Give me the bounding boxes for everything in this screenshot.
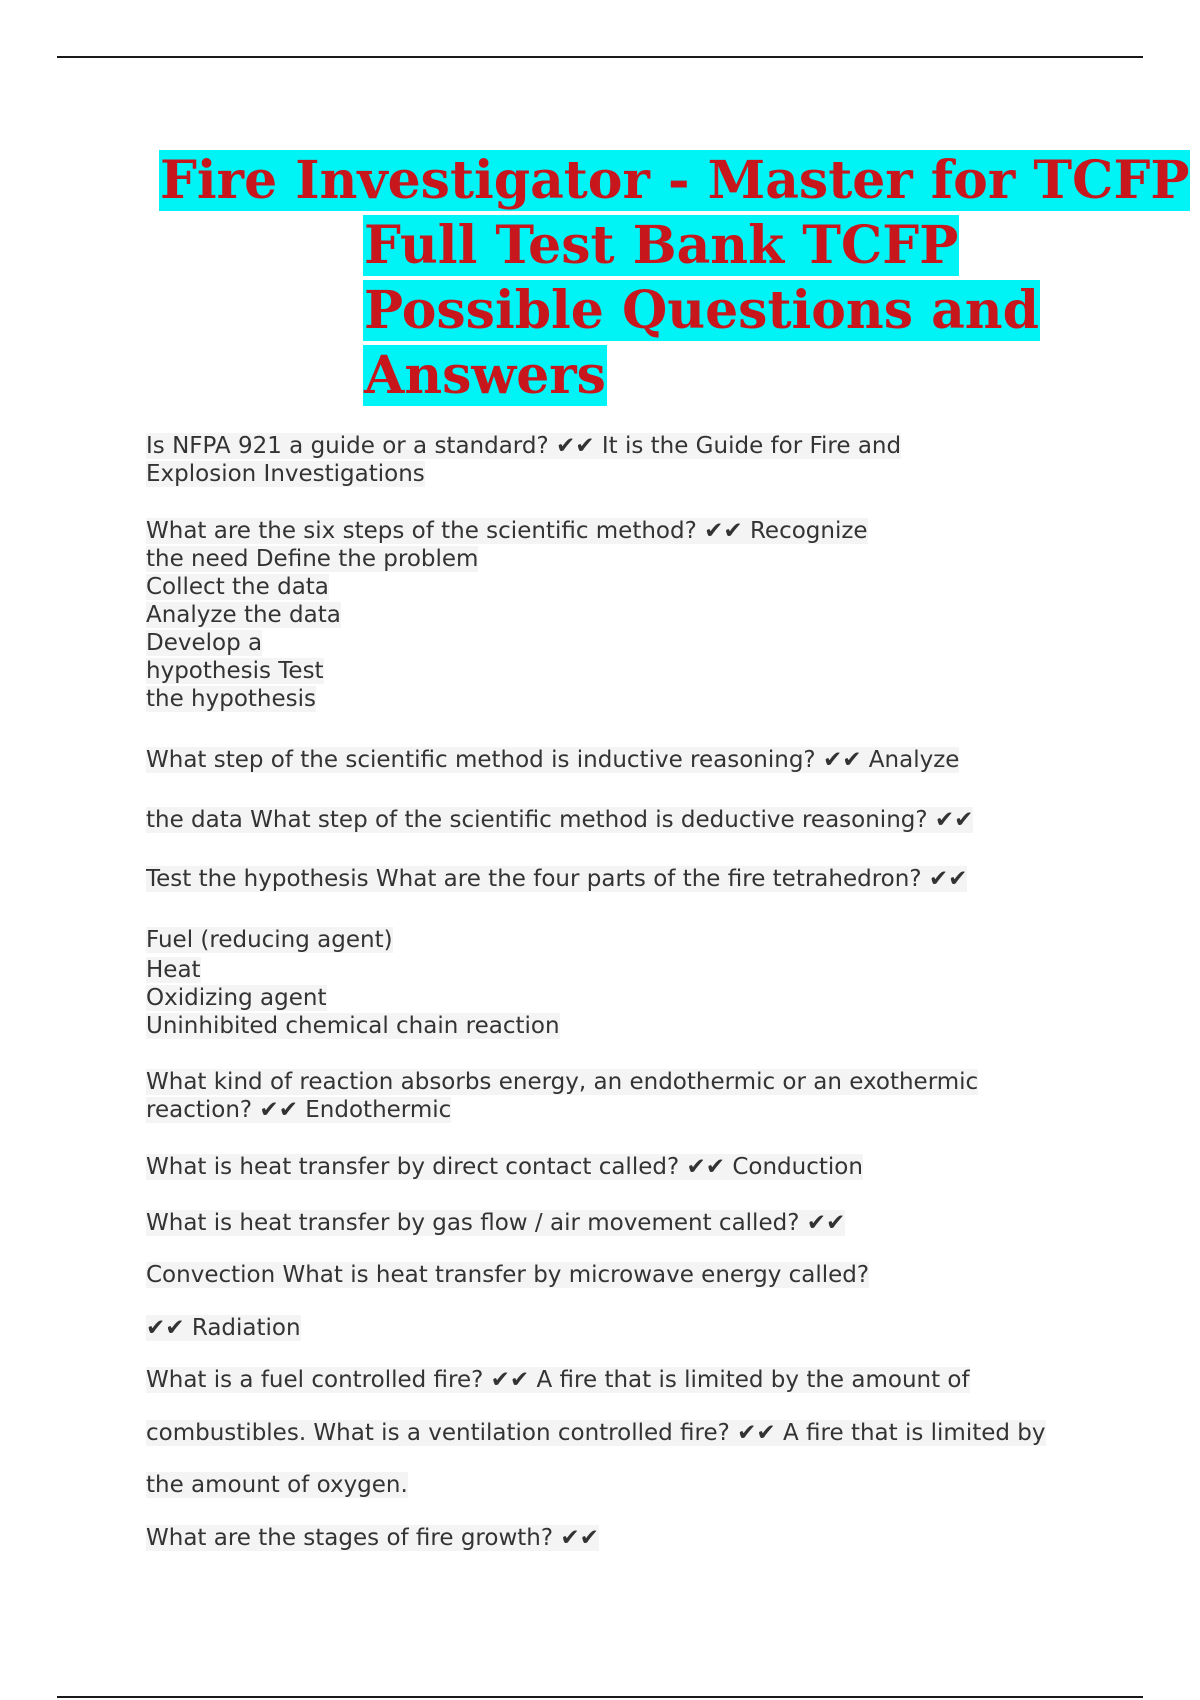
text-line-ventilation-controlled-question: combustibles. What is a ventilation controlled fire? ✔✔ A fire that is limited by [146,1420,1046,1446]
document-title-line-2: Full Test Bank TCFP [364,215,959,276]
text-line-reaction-question: What kind of reaction absorbs energy, an endothermic or an exothermic [146,1069,979,1095]
text-line-inductive-question: What step of the scientific method is inductive reasoning? ✔✔ Analyze [146,747,960,773]
text-line: Develop a [146,630,263,656]
text-line-tetrahedron-question: Test the hypothesis What are the four parts of the fire tetrahedron? ✔✔ [146,866,968,892]
text-line: reaction? ✔✔ Endothermic [146,1097,452,1123]
text-line: the amount of oxygen. [146,1472,408,1498]
text-line: Collect the data [146,574,329,600]
text-line: Oxidizing agent [146,985,327,1011]
text-line-convection-question: What is heat transfer by gas flow / air movement called? ✔✔ [146,1210,846,1236]
document-title-line-1: Fire Investigator - Master for TCFP [160,150,1190,211]
text-line-deductive-question: the data What step of the scientific method is deductive reasoning? ✔✔ [146,807,974,833]
text-line: Fuel (reducing agent) [146,927,393,953]
text-line: Explosion Investigations [146,461,425,487]
text-line: ✔✔ Radiation [146,1315,301,1341]
text-line: the need Define the problem [146,546,479,572]
text-line: Analyze the data [146,602,341,628]
bottom-divider [57,1696,1143,1698]
top-divider [57,56,1143,58]
text-line: Heat [146,957,201,983]
text-line: Uninhibited chemical chain reaction [146,1013,560,1039]
text-line-fire-growth-question: What are the stages of fire growth? ✔✔ [146,1525,599,1551]
text-line-conduction-question: What is heat transfer by direct contact called? ✔✔ Conduction [146,1154,863,1180]
text-line-scientific-method-question: What are the six steps of the scientific method? ✔✔ Recognize [146,518,868,544]
document-title-line-4: Answers [364,345,606,406]
text-line-fuel-controlled-question: What is a fuel controlled fire? ✔✔ A fire that is limited by the amount of [146,1367,970,1393]
text-line-radiation-question: Convection What is heat transfer by microwave energy called? [146,1262,870,1288]
document-title-line-3: Possible Questions and [364,280,1039,341]
text-line-nfpa-question: Is NFPA 921 a guide or a standard? ✔✔ It is the Guide for Fire and [146,433,902,459]
text-line: hypothesis Test [146,658,324,684]
text-line: the hypothesis [146,686,317,712]
